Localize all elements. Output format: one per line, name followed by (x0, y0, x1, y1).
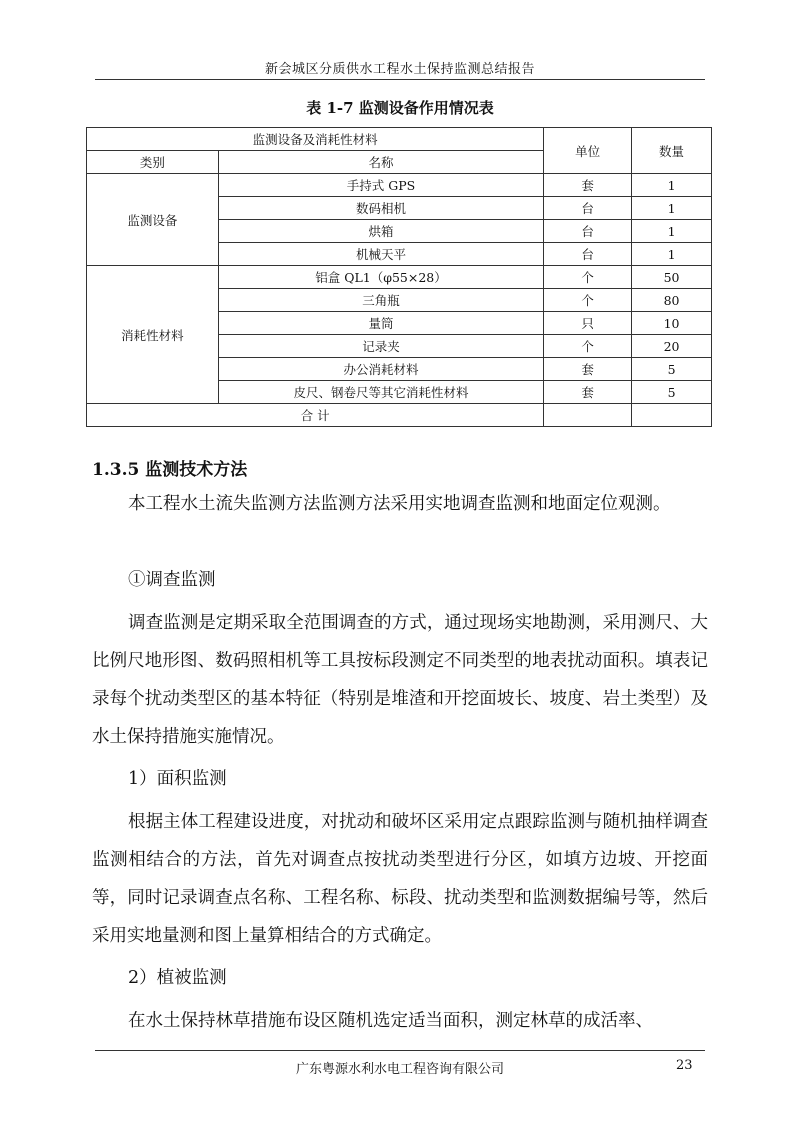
name-cell: 量筒 (218, 312, 544, 335)
group-header-cell: 监测设备及消耗性材料 (87, 128, 544, 151)
page-number: 23 (676, 1058, 693, 1073)
paragraph-vegetation: 在水土保持林草措施布设区随机选定适当面积，测定林草的成活率、 (128, 1011, 653, 1031)
header-rule (95, 79, 705, 80)
qty-cell: 80 (632, 289, 712, 312)
qty-cell: 1 (632, 243, 712, 266)
unit-cell: 套 (544, 381, 632, 404)
footer-company: 广东粤源水利水电工程咨询有限公司 (295, 1062, 504, 1077)
name-cell: 烘箱 (218, 220, 544, 243)
name-cell: 记录夹 (218, 335, 544, 358)
subheading-vegetation: 2）植被监测 (128, 968, 227, 988)
unit-cell: 个 (544, 289, 632, 312)
table-row (87, 266, 712, 289)
paragraph-survey: 调查监测是定期采取全范围调查的方式，通过现场实地勘测，采用测尺、大比例尺地形图、数码照相机等工具按标段测定不同类型的地表扰动面积。填表记录每个扰动类型区的基本特征（特别是堆渣和开挖面坡长、坡度、岩土类型）及水土保持措施实施情况。 (92, 613, 708, 747)
name-header-cell: 名称 (218, 151, 544, 174)
unit-cell: 套 (544, 358, 632, 381)
name-cell: 三角瓶 (218, 289, 544, 312)
category-cell: 消耗性材料 (87, 266, 219, 404)
table-caption: 表 1-7 监测设备作用情况表 (306, 99, 494, 117)
name-cell: 铝盒 QL1（φ55×28） (218, 266, 544, 289)
total-label-cell: 合 计 (87, 404, 544, 427)
total-unit-cell (544, 404, 632, 427)
category-header-cell: 类别 (87, 151, 219, 174)
unit-cell: 套 (544, 174, 632, 197)
qty-cell: 1 (632, 220, 712, 243)
name-cell: 办公消耗材料 (218, 358, 544, 381)
qty-cell: 20 (632, 335, 712, 358)
qty-cell: 5 (632, 381, 712, 404)
qty-header-cell: 数量 (632, 128, 712, 174)
equipment-table (86, 127, 712, 427)
total-qty-cell (632, 404, 712, 427)
paragraph-method: 本工程水土流失监测方法监测方法采用实地调查监测和地面定位观测。 (128, 494, 671, 514)
name-cell: 手持式 GPS (218, 174, 544, 197)
unit-header-cell: 单位 (544, 128, 632, 174)
running-header: 新会城区分质供水工程水土保持监测总结报告 (264, 62, 535, 77)
unit-cell: 个 (544, 335, 632, 358)
qty-cell: 50 (632, 266, 712, 289)
name-cell: 皮尺、钢卷尺等其它消耗性材料 (218, 381, 544, 404)
subheading-survey: ①调查监测 (128, 570, 216, 590)
unit-cell: 只 (544, 312, 632, 335)
table-row (87, 174, 712, 197)
unit-cell: 台 (544, 197, 632, 220)
paragraph-area: 根据主体工程建设进度，对扰动和破坏区采用定点跟踪监测与随机抽样调查监测相结合的方法，首先对调查点按扰动类型进行分区，如填方边坡、开挖面等，同时记录调查点名称、工程名称、标段、扰动类型和监测数据编号等，然后采用实地量测和图上量算相结合的方式确定。 (92, 812, 708, 946)
unit-cell: 台 (544, 220, 632, 243)
total-row (87, 404, 712, 427)
footer-rule (95, 1050, 705, 1051)
qty-cell: 10 (632, 312, 712, 335)
name-cell: 机械天平 (218, 243, 544, 266)
qty-cell: 1 (632, 174, 712, 197)
unit-cell: 个 (544, 266, 632, 289)
qty-cell: 1 (632, 197, 712, 220)
qty-cell: 5 (632, 358, 712, 381)
category-cell: 监测设备 (87, 174, 219, 266)
name-cell: 数码相机 (218, 197, 544, 220)
unit-cell: 台 (544, 243, 632, 266)
subheading-area: 1）面积监测 (128, 769, 227, 789)
section-title: 1.3.5 监测技术方法 (92, 460, 248, 480)
